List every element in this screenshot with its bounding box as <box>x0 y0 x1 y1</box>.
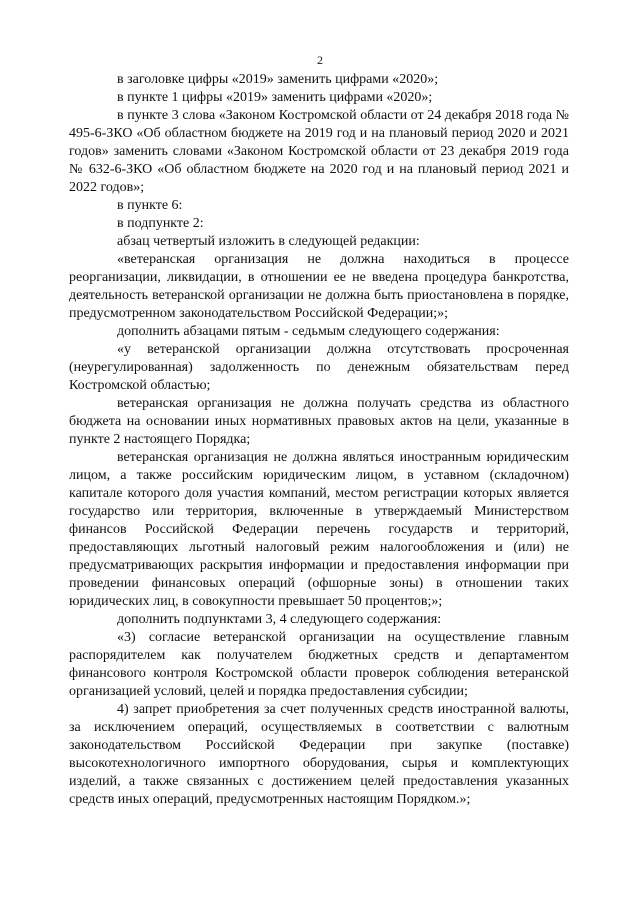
paragraph: ветеранская организация не должна получать средства из областного бюджета на основании иных нормативных правовых актов на цели, указанные в пункте 2 настоящего Порядка; <box>69 396 569 447</box>
paragraph: дополнить подпунктами 3, 4 следующего содержания: <box>117 612 442 627</box>
paragraph: «ветеранская организация не должна находиться в процессе реорганизации, ликвидации, в отношении ее не введена процедура банкротства, деятельность ветеранской организации не должна быть приостановлена в порядке, предусмотренном законодательством Российской Федерации;»; <box>69 252 569 321</box>
paragraph: «у ветеранской организации должна отсутствовать просроченная (неурегулированная) задолженность по денежным обязательствам перед Костромской областью; <box>69 342 569 393</box>
paragraph: в пункте 3 слова «Законом Костромской области от 24 декабря 2018 года № 495-6-ЗКО «Об областном бюджете на 2019 год и на плановый период 2020 и 2021 годов» заменить словами «Законом Костромской области от 23 декабря 2019 года № 632-6-ЗКО «Об областном бюджете на 2020 год и на плановый период 2021 и 2022 годов»; <box>69 108 569 195</box>
paragraph: в подпункте 2: <box>117 216 204 231</box>
paragraph: в пункте 6: <box>117 198 183 213</box>
paragraph: абзац четвертый изложить в следующей редакции: <box>117 234 420 249</box>
document-body <box>69 71 569 809</box>
paragraph: дополнить абзацами пятым - седьмым следующего содержания: <box>117 324 500 339</box>
paragraph: 4) запрет приобретения за счет полученных средств иностранной валюты, за исключением операций, осуществляемых в соответствии с валютным законодательством Российской Федерации при закупке (поставке) высокотехнологичного импортного оборудования, сырья и комплектующих изделий, а также связанных с достижением целей предоставления указанных средств иных операций, предусмотренных настоящим Порядком.»; <box>69 702 569 807</box>
paragraph: в заголовке цифры «2019» заменить цифрами «2020»; <box>117 72 439 87</box>
paragraph: в пункте 1 цифры «2019» заменить цифрами «2020»; <box>117 90 433 105</box>
paragraph: ветеранская организация не должна являться иностранным юридическим лицом, а также российским юридическим лицом, в уставном (складочном) капитале которого доля участия компаний, местом регистрации которых является государство или территория, включенные в утверждаемый Министерством финансов Российской Федерации перечень государств и территорий, предоставляющих льготный налоговый режим налогообложения и (или) не предусматривающих раскрытия информации и предоставления информации при проведении финансовых операций (офшорные зоны) в отношении таких юридических лиц, в совокупности превышает 50 процентов;»; <box>69 450 569 609</box>
paragraph: «3) согласие ветеранской организации на осуществление главным распорядителем как получателем бюджетных средств и департаментом финансового контроля Костромской области проверок соблюдения ветеранской организацией условий, целей и порядка предоставления субсидии; <box>69 630 569 699</box>
page-number: 2 <box>317 53 323 67</box>
